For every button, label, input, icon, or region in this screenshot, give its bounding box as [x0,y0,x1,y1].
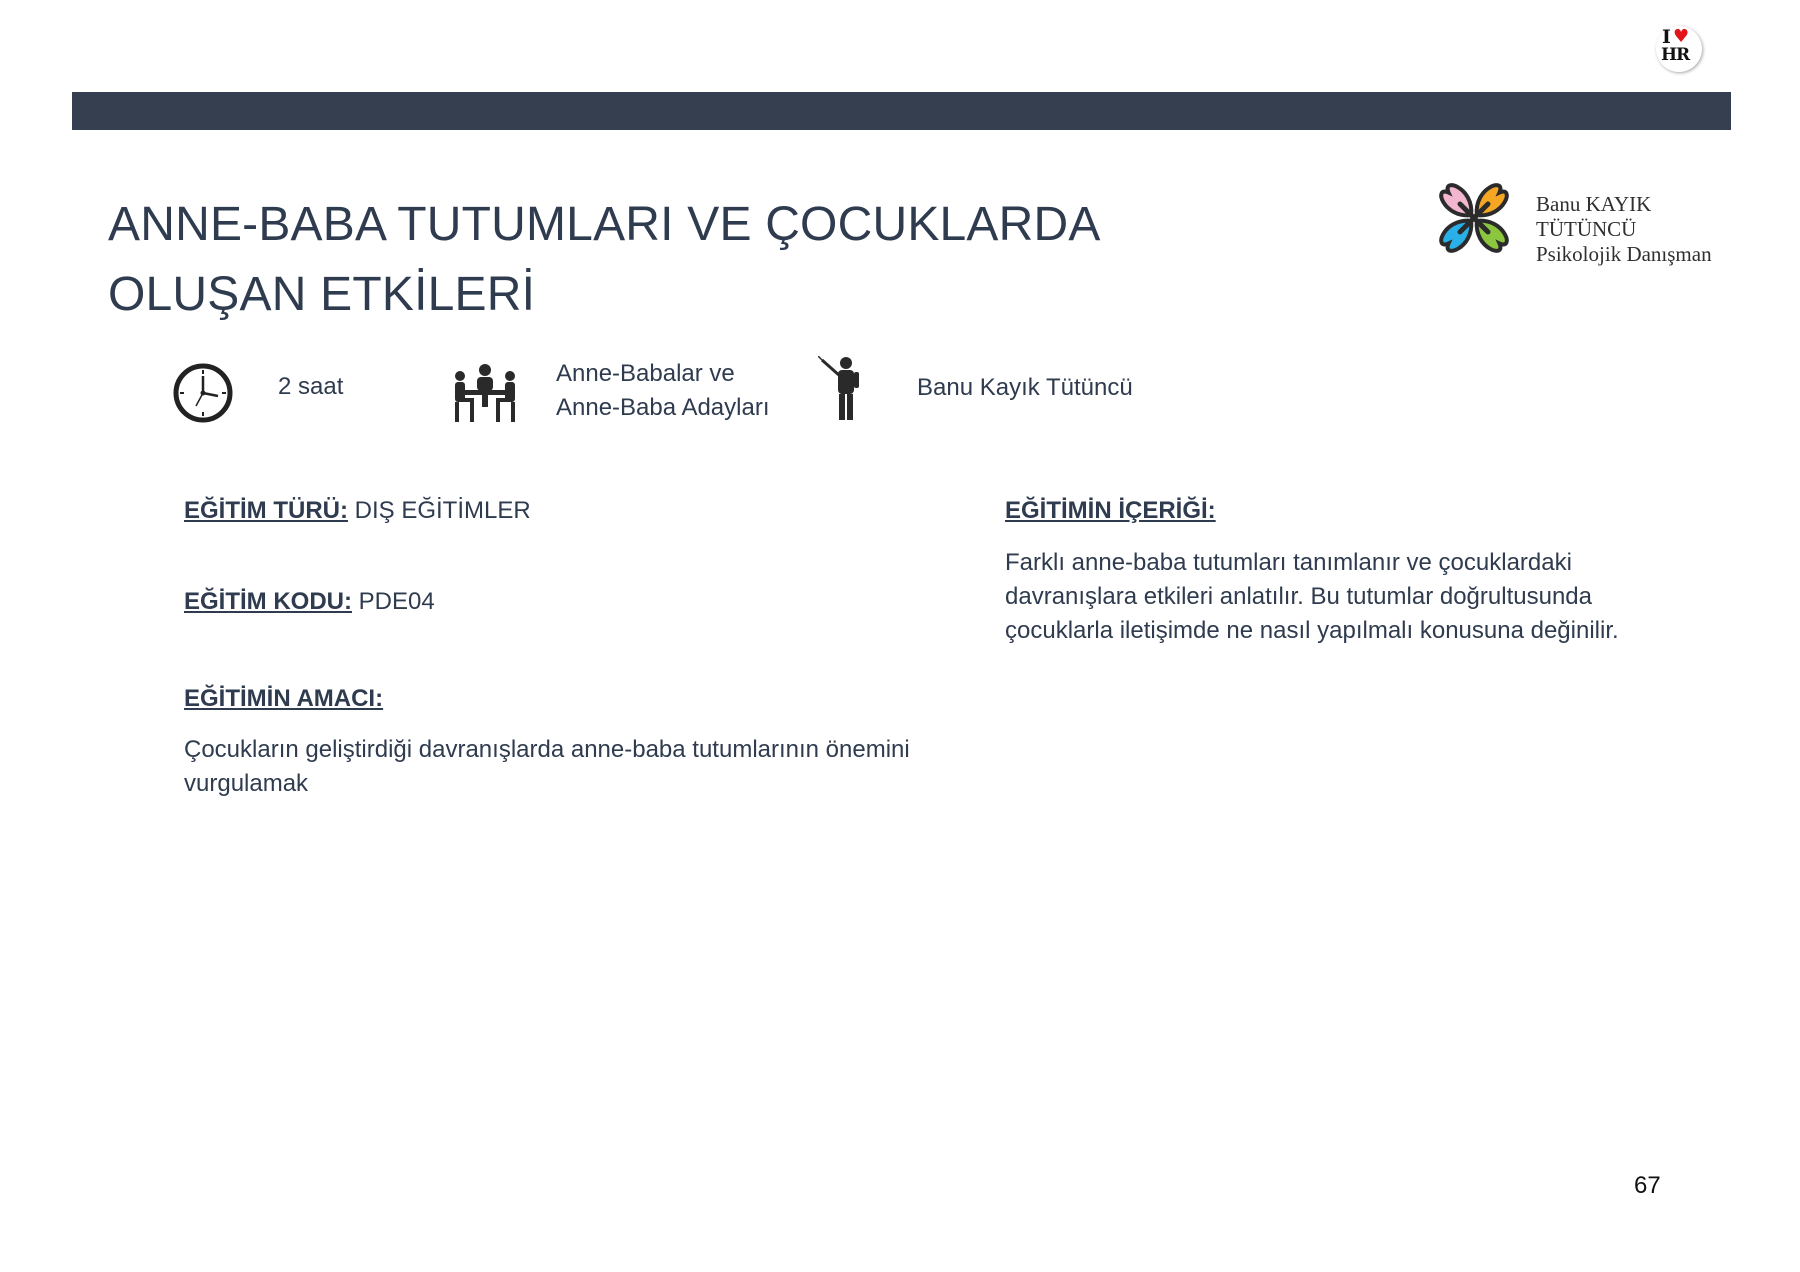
i-love-hr-badge [1656,26,1702,72]
people-meeting-icon [452,362,518,433]
logo-line-1: Banu KAYIK [1536,192,1652,216]
trainer-name: Banu Kayık Tütüncü [917,374,1133,401]
duration-text: 2 saat [278,373,344,400]
training-aim-text: Çocukların geliştirdiği davranışlarda anne-baba tutumlarının önemini vurgulamak [184,736,910,797]
audience-text [556,357,769,425]
page-title: ANNE-BABA TUTUMLARI VE ÇOCUKLARDA OLUŞAN ETKİLERİ [108,198,1098,321]
logo-line-3: Psikolojik Danışman [1536,242,1712,266]
training-type-row [184,494,531,528]
training-aim-heading: EĞİTİMİN AMACI: [184,685,384,712]
training-code-label: EĞİTİM KODU: [184,588,352,615]
badge-letters-hr: HR [1661,45,1690,65]
presenter-icon [818,356,864,427]
logo-line-2: TÜTÜNCÜ [1536,217,1637,241]
company-logo [1412,156,1732,280]
training-content-text: Farklı anne-baba tutumları tanımlanır ve çocuklardaki davranışlara etkileri anlatılır. Bu tutumlar doğrultusunda çocuklarla iletişimde ne nasıl yapılmalı konusuna değinilir. [1005,549,1619,644]
training-code-value: PDE04 [358,588,435,615]
audience-line-1: Anne-Babalar ve [556,360,735,387]
header-banner [72,92,1731,130]
badge-letter-i: I [1662,26,1671,48]
training-content-heading: EĞİTİMİN İÇERİĞİ: [1005,497,1216,524]
page-number: 67 [1634,1172,1661,1199]
training-type-label: EĞİTİM TÜRÜ: [184,497,348,524]
training-type-value: DIŞ EĞİTİMLER [354,497,531,524]
clock-icon [172,362,234,429]
audience-line-2: Anne-Baba Adayları [556,394,770,421]
heart-icon: ♥ [1673,26,1690,47]
clover-logo-icon [1412,156,1536,280]
training-code-row [184,585,435,619]
